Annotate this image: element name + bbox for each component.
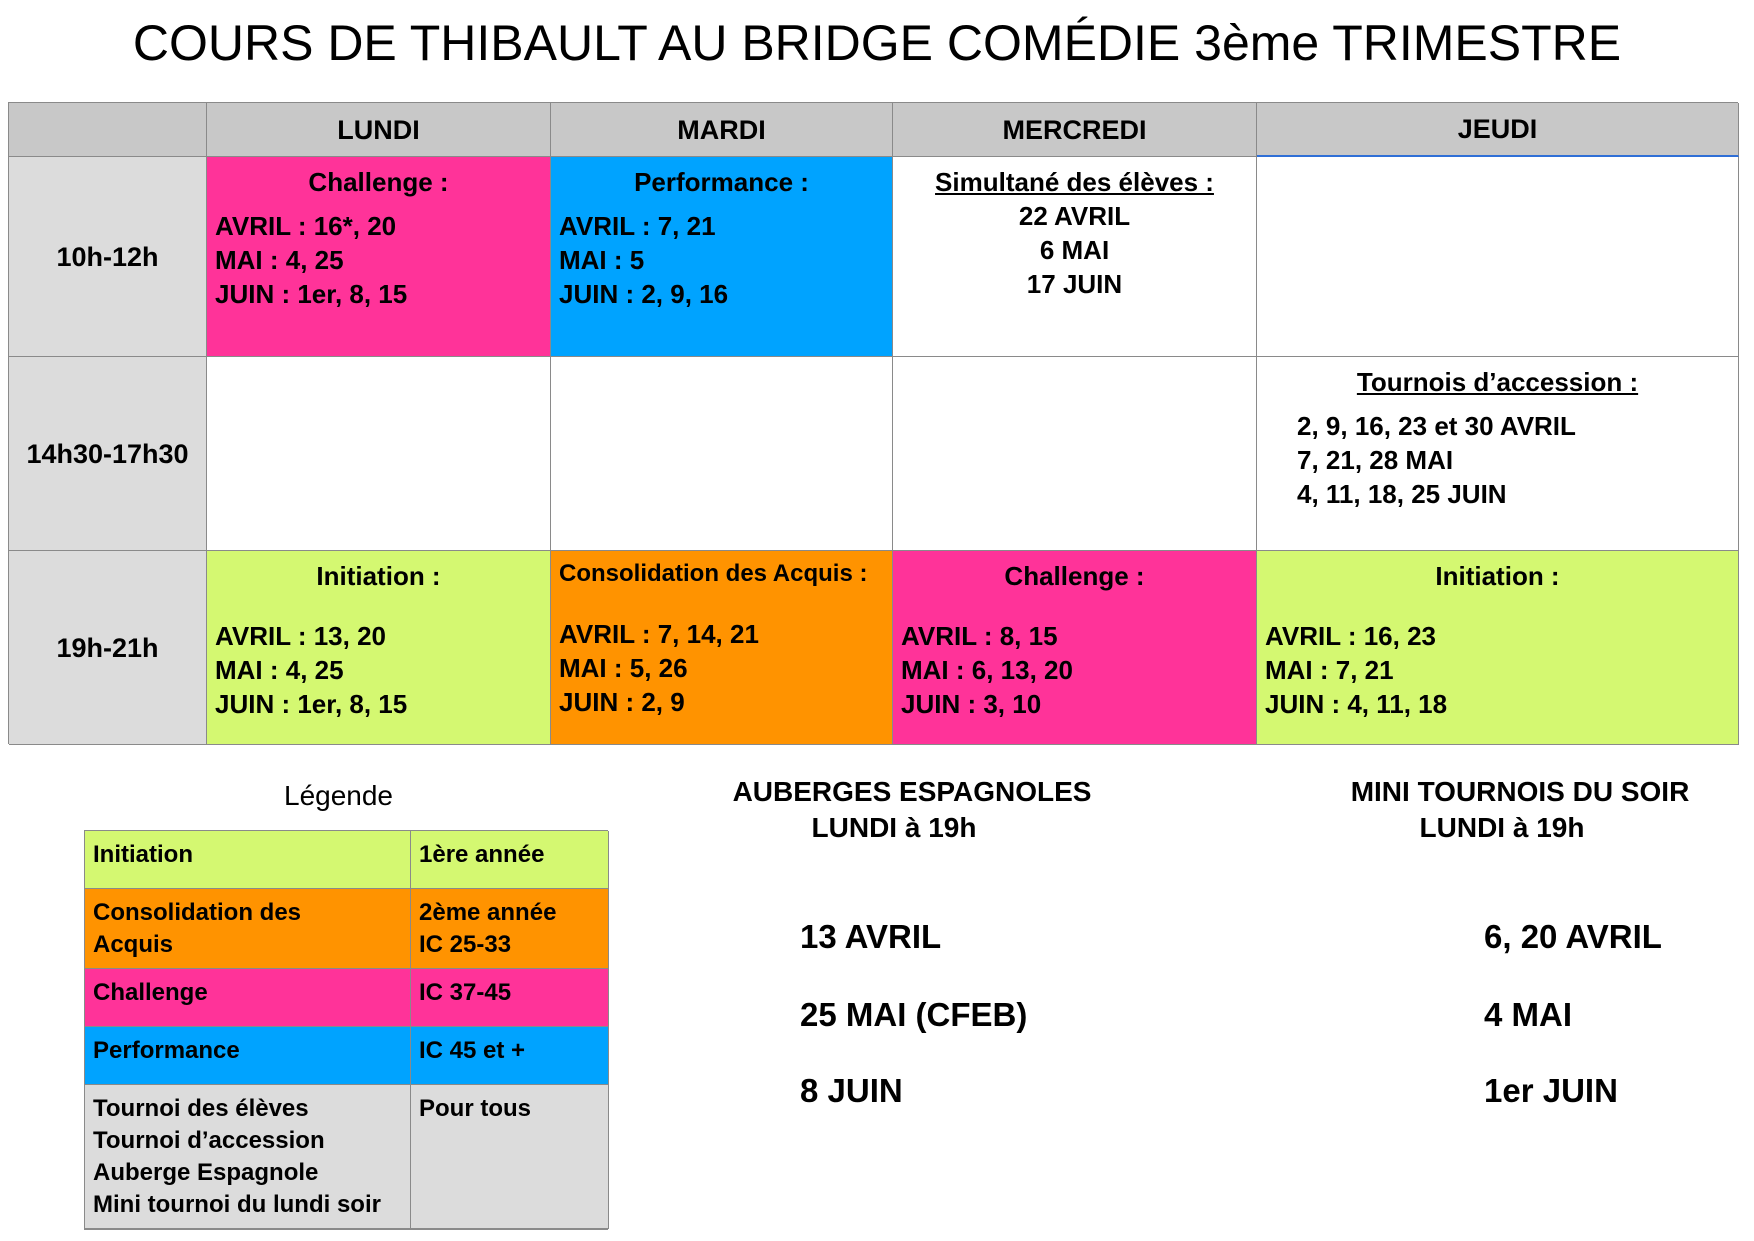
cell-line: MAI : 7, 21 <box>1265 655 1394 685</box>
header-corner <box>9 103 207 157</box>
cell-line: AVRIL : 8, 15 <box>901 621 1058 651</box>
cell-line: AVRIL : 7, 21 <box>559 211 716 241</box>
mini-title: MINI TOURNOIS DU SOIR <box>1350 776 1690 807</box>
cell-title: Simultané des élèves : <box>935 167 1214 197</box>
legend-name-consolidation <box>85 889 411 969</box>
legend-text: Consolidation des <box>93 899 302 926</box>
mini-date: 4 MAI <box>1484 996 1573 1033</box>
legend-text: Acquis <box>93 931 174 958</box>
cell-r3-jeudi <box>1257 551 1739 745</box>
legend-text: Tournoi d’accession <box>93 1127 325 1154</box>
cell-r1-lundi <box>207 157 551 357</box>
cell-r3-mardi <box>551 551 893 745</box>
cell-line: JUIN : 4, 11, 18 <box>1265 689 1448 719</box>
cell-line: AVRIL : 16*, 20 <box>215 211 397 241</box>
cell-line: AVRIL : 13, 20 <box>215 621 386 651</box>
cell-title: Challenge : <box>1004 561 1145 591</box>
cell-line: 4, 11, 18, 25 JUIN <box>1297 479 1507 509</box>
cell-title: Tournois d’accession : <box>1356 367 1639 397</box>
legend-text: IC 37-45 <box>419 979 512 1006</box>
cell-line: JUIN : 1er, 8, 15 <box>215 689 408 719</box>
auberges-subtitle: LUNDI à 19h <box>811 812 977 843</box>
cell-r1-jeudi <box>1257 157 1739 357</box>
cell-line: 2, 9, 16, 23 et 30 AVRIL <box>1297 411 1576 441</box>
cell-line: JUIN : 3, 10 <box>901 689 1042 719</box>
cell-line: 22 AVRIL <box>1018 201 1131 231</box>
legend-text: Tournoi des élèves <box>93 1095 309 1122</box>
auberges-date: 13 AVRIL <box>800 918 942 955</box>
day-header-jeudi: JEUDI <box>1257 103 1739 157</box>
time-slot-morning: 10h-12h <box>9 157 207 357</box>
cell-line: 6 MAI <box>1039 235 1110 265</box>
legend-level-tournois <box>411 1085 609 1229</box>
cell-line: AVRIL : 7, 14, 21 <box>559 619 759 649</box>
cell-title: Performance : <box>634 167 809 197</box>
cell-line: JUIN : 1er, 8, 15 <box>215 279 408 309</box>
day-header-mardi: MARDI <box>551 103 893 157</box>
schedule-table <box>8 102 1738 744</box>
time-slot-afternoon: 14h30-17h30 <box>9 357 207 551</box>
cell-r1-mardi <box>551 157 893 357</box>
legend-text: Auberge Espagnole <box>93 1159 319 1186</box>
legend-name-initiation <box>85 831 411 889</box>
legend-level-performance <box>411 1027 609 1085</box>
cell-title: Initiation : <box>316 561 441 591</box>
cell-r3-lundi <box>207 551 551 745</box>
cell-line: MAI : 4, 25 <box>215 245 344 275</box>
legend-text: Mini tournoi du lundi soir <box>93 1191 381 1218</box>
cell-r2-jeudi <box>1257 357 1739 551</box>
legend-text: Pour tous <box>419 1095 531 1122</box>
cell-line: JUIN : 2, 9, 16 <box>559 279 729 309</box>
cell-title: Challenge : <box>308 167 449 197</box>
mini-date: 1er JUIN <box>1484 1072 1618 1109</box>
legend-text: 2ème année <box>419 899 557 926</box>
cell-title: Initiation : <box>1435 561 1560 591</box>
cell-line: MAI : 5, 26 <box>559 653 688 683</box>
day-header-mercredi: MERCREDI <box>893 103 1257 157</box>
cell-line: MAI : 5 <box>559 245 645 275</box>
cell-r2-mercredi <box>893 357 1257 551</box>
legend-title: Légende <box>284 780 394 811</box>
mini-date: 6, 20 AVRIL <box>1484 918 1662 955</box>
legend-name-tournois <box>85 1085 411 1229</box>
cell-r2-mardi <box>551 357 893 551</box>
cell-title: Consolidation des Acquis : <box>559 560 868 587</box>
legend-text: IC 25-33 <box>419 931 512 958</box>
cell-line: 17 JUIN <box>1026 269 1123 299</box>
cell-line: 7, 21, 28 MAI <box>1297 445 1454 475</box>
mini-heading <box>1320 774 1720 846</box>
time-slot-evening: 19h-21h <box>9 551 207 745</box>
legend-level-initiation <box>411 831 609 889</box>
auberges-heading <box>712 774 1112 846</box>
cell-line: AVRIL : 16, 23 <box>1265 621 1436 651</box>
legend-level-challenge <box>411 969 609 1027</box>
legend-name-challenge <box>85 969 411 1027</box>
cell-line: JUIN : 2, 9 <box>559 687 685 717</box>
mini-subtitle: LUNDI à 19h <box>1419 812 1585 843</box>
legend-text: Challenge <box>93 979 208 1006</box>
auberges-date: 8 JUIN <box>800 1072 903 1109</box>
legend-text: 1ère année <box>419 841 545 868</box>
auberges-date: 25 MAI (CFEB) <box>800 996 1028 1033</box>
legend-table <box>84 830 608 1230</box>
legend-text: Initiation <box>93 841 193 868</box>
legend-text: Performance <box>93 1037 240 1064</box>
cell-line: MAI : 6, 13, 20 <box>901 655 1073 685</box>
cell-r2-lundi <box>207 357 551 551</box>
cell-r1-mercredi <box>893 157 1257 357</box>
cell-r3-mercredi <box>893 551 1257 745</box>
day-header-lundi: LUNDI <box>207 103 551 157</box>
legend-name-performance <box>85 1027 411 1085</box>
auberges-title: AUBERGES ESPAGNOLES <box>732 776 1092 807</box>
legend-level-consolidation <box>411 889 609 969</box>
legend-text: IC 45 et + <box>419 1037 526 1064</box>
page-title: COURS DE THIBAULT AU BRIDGE COMÉDIE 3ème TRIMESTRE <box>132 15 1622 71</box>
cell-line: MAI : 4, 25 <box>215 655 344 685</box>
